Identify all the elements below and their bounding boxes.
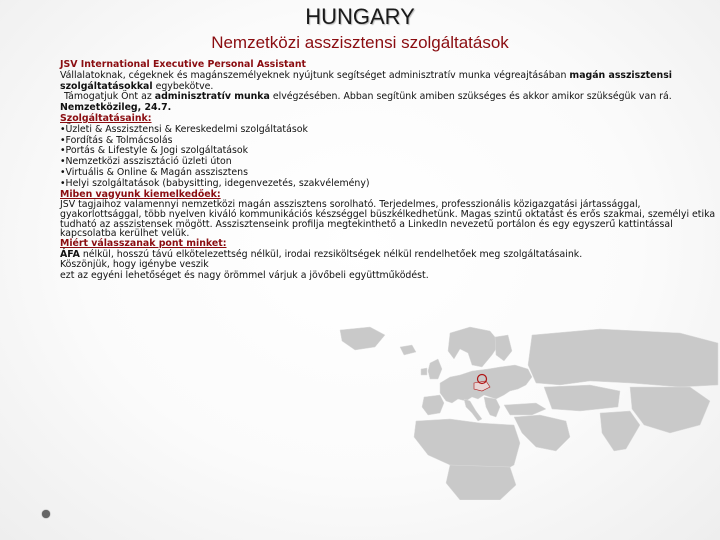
closing-line: ezt az egyéni lehetőséget és nagy örömmel várjuk a jövőbeli együttműködést. [60, 270, 429, 282]
thanks-line: Köszönjük, hogy igénybe veszik [60, 259, 209, 271]
vat-bold: ÁFA [60, 248, 80, 260]
service-item: •Helyi szolgáltatások (babysitting, idegenvezetés, szakvélemény) [60, 177, 370, 189]
why-text: nélkül, hosszú távú elkötelezettség nélkül, irodai rezsiköltségek nélkül rendelhetőek meg szolgáltatásaink. [79, 248, 583, 260]
bullet-dot-icon [42, 510, 50, 518]
intro-paragraph [60, 71, 716, 93]
services-heading: Szolgáltatásaink: [60, 112, 152, 124]
support-bold: adminisztratív munka [154, 91, 270, 103]
intro-bold: magán asszisztensi szolgáltatásokkal [60, 69, 672, 92]
service-item: •Fordítás & Tolmácsolás [60, 134, 173, 146]
service-item: •Portás & Lifestyle & Jogi szolgáltatások [60, 145, 249, 157]
strengths-heading: Miben vagyunk kiemelkedőek: [60, 188, 221, 200]
intro-end: egybekötve. [152, 80, 214, 92]
content-block [60, 60, 716, 282]
international-line: Nemzetközileg, 24.7. [60, 102, 172, 114]
support-text: Támogatjuk Önt az [64, 91, 155, 103]
intro-text: Vállalatoknak, cégeknek és magánszemélyeknek nyújtunk segítséget adminisztratív munka végreajtásában [60, 69, 570, 81]
support-end: elvégzésében. Abban segítünk amiben szükséges és akkor amikor szükségük van rá. [269, 91, 672, 103]
slide-subtitle: Nemzetközi asszisztensi szolgáltatások [211, 33, 509, 52]
strengths-paragraph: JSV tagjaihoz valamennyi nemzetközi magán asszisztens sorolható. Terjedelmes, professzionális közigazgatási jártassággal, gyakorlottsággal, több nyelven kiváló kommunikációs készséggel büszkélkedhetünk. Magas szintű oktatást és erős szakmai, személyi etika tudható az asszistensek mögött. Asszisztenseink profilja megtekinthető a LinkedIn nevezetű portálon és egy egyszerű kattintással kapcsolatba kerülhet velük. [60, 199, 716, 240]
world-map-icon [300, 325, 720, 500]
services-list [60, 125, 716, 190]
service-item: •Virtuális & Online & Magán asszisztens [60, 166, 249, 178]
slide-title: HUNGARY [305, 4, 415, 29]
service-item: •Nemzetközi asszisztáció üzleti úton [60, 156, 232, 168]
why-heading: Miért válasszanak pont minket: [60, 237, 227, 249]
service-item: •Üzleti & Asszisztensi & Kereskedelmi szolgáltatások [60, 123, 308, 135]
company-heading: JSV International Executive Personal Assistant [60, 59, 306, 70]
